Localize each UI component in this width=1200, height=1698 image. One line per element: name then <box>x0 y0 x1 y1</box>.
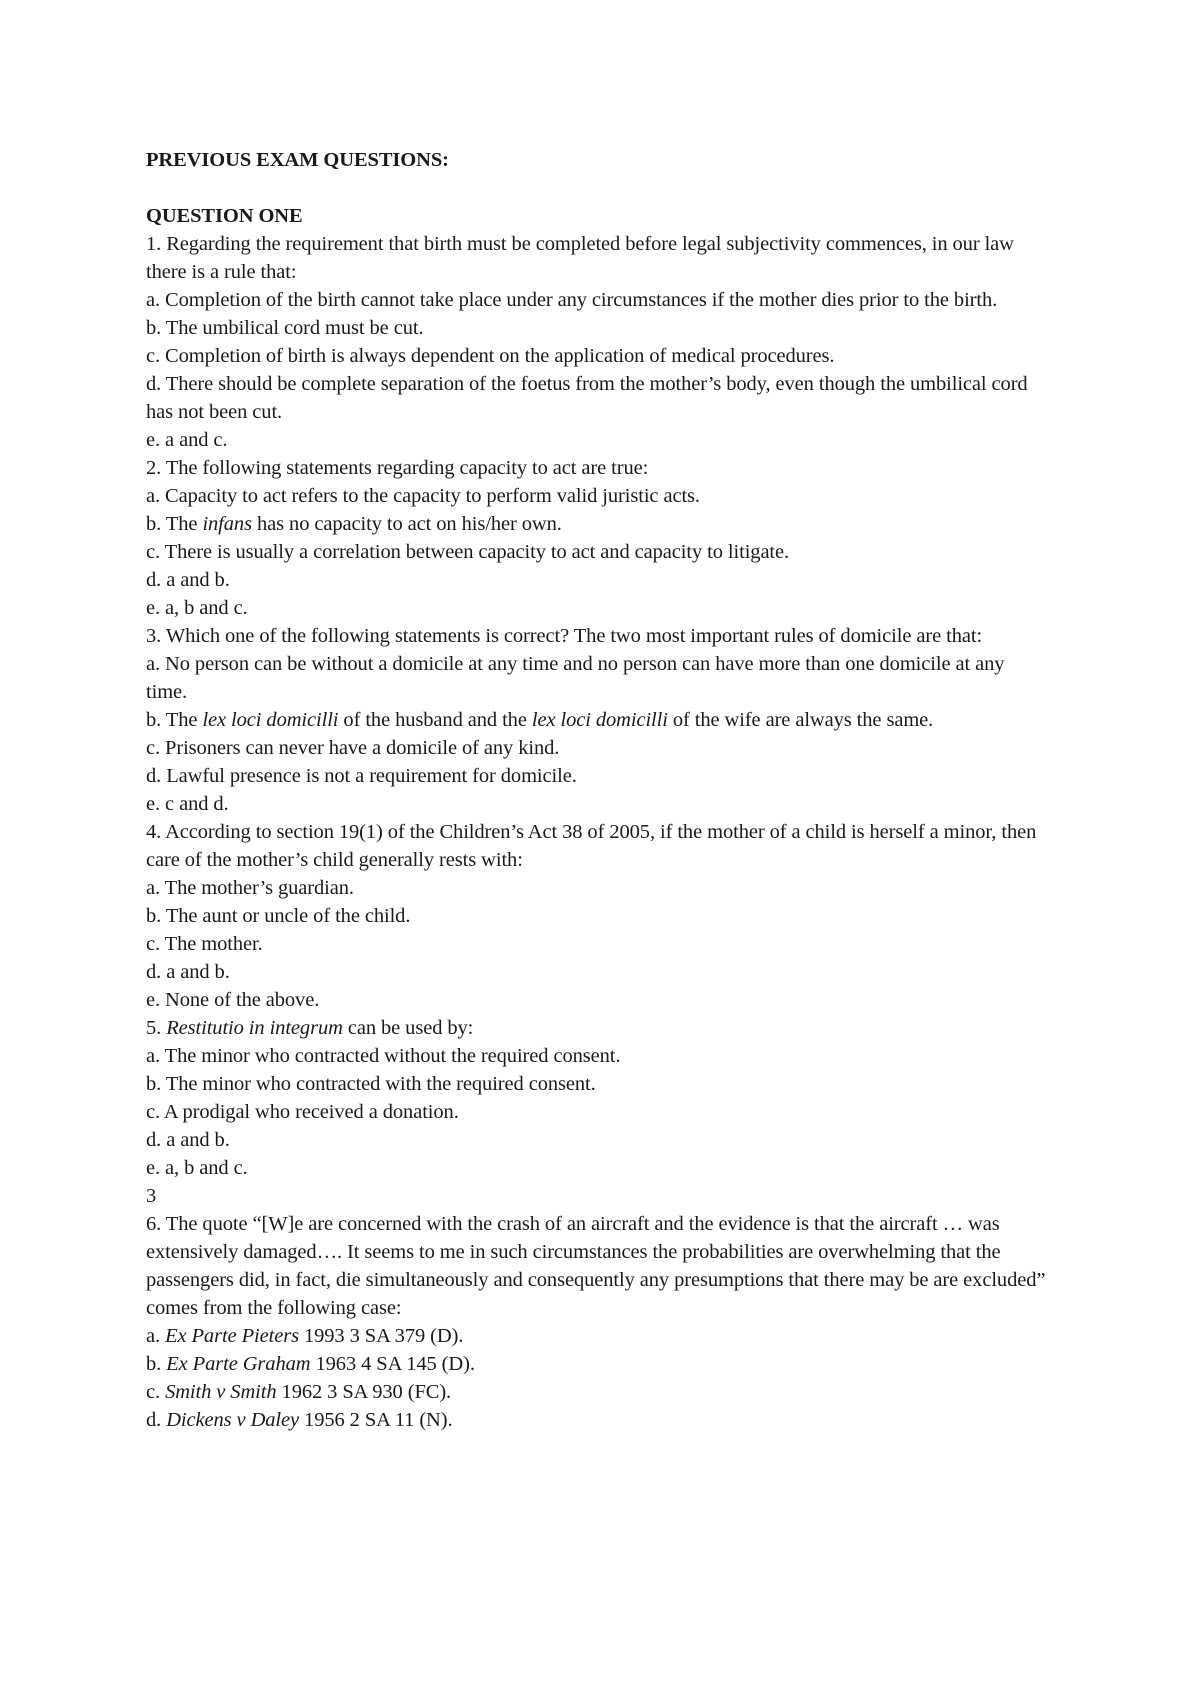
document-body <box>146 146 1046 1434</box>
text-segment: 1963 4 SA 145 (D). <box>310 1353 475 1375</box>
text-line: a. Capacity to act refers to the capacity to perform valid juristic acts. <box>146 485 700 507</box>
text-line: b. The minor who contracted with the required consent. <box>146 1073 596 1095</box>
italic-term: Ex Parte Pieters <box>165 1325 299 1347</box>
text-segment: 5. <box>146 1017 167 1039</box>
italic-term: infans <box>202 513 252 535</box>
text-line: d. There should be complete separation of the foetus from the mother’s body, even though the umbilical cord has not been cut. <box>146 373 1028 423</box>
italic-term: Smith v Smith <box>165 1381 277 1403</box>
text-line: a. No person can be without a domicile at any time and no person can have more than one domicile at any time. <box>146 653 1005 703</box>
text-line: 6. The quote “[W]e are concerned with the crash of an aircraft and the evidence is that the aircraft … was extensively damaged…. It seems to me in such circumstances the probabilities are overwhelming that the passengers did, in fact, die simultaneously and consequently any presumptions that there may be are excluded” comes from the following case: <box>146 1213 1046 1319</box>
text-line: c. There is usually a correlation between capacity to act and capacity to litigate. <box>146 541 790 563</box>
text-line: b. The aunt or uncle of the child. <box>146 905 411 927</box>
text-segment: b. The <box>146 709 203 731</box>
text-line: c. Prisoners can never have a domicile of any kind. <box>146 737 560 759</box>
text-line <box>146 1378 1046 1406</box>
text-line <box>146 706 1046 734</box>
text-line: e. None of the above. <box>146 989 320 1011</box>
text-segment: has no capacity to act on his/her own. <box>251 513 562 535</box>
text-line: a. The minor who contracted without the required consent. <box>146 1045 621 1067</box>
italic-term: Dickens v Daley <box>166 1409 300 1431</box>
text-line: a. The mother’s guardian. <box>146 877 354 899</box>
text-line <box>146 1322 1046 1350</box>
text-line: b. The umbilical cord must be cut. <box>146 317 424 339</box>
text-line: 4. According to section 19(1) of the Children’s Act 38 of 2005, if the mother of a child is herself a minor, then care of the mother’s child generally rests with: <box>146 821 1037 871</box>
text-line: 1. Regarding the requirement that birth must be completed before legal subjectivity commences, in our law there is a rule that: <box>146 233 1014 283</box>
text-line: c. Completion of birth is always dependent on the application of medical procedures. <box>146 345 835 367</box>
text-segment: b. <box>146 1353 167 1375</box>
question-list <box>146 230 1046 1434</box>
text-line: a. Completion of the birth cannot take place under any circumstances if the mother dies prior to the birth. <box>146 289 998 311</box>
text-line <box>146 1350 1046 1378</box>
text-segment: 1993 3 SA 379 (D). <box>298 1325 464 1347</box>
text-line <box>146 1406 1046 1434</box>
text-segment: c. <box>146 1381 166 1403</box>
text-segment: d. <box>146 1409 167 1431</box>
page-title: PREVIOUS EXAM QUESTIONS: <box>146 149 449 171</box>
text-line: d. a and b. <box>146 961 230 983</box>
text-line: 2. The following statements regarding capacity to act are true: <box>146 457 649 479</box>
text-line: e. c and d. <box>146 793 229 815</box>
text-segment: of the wife are always the same. <box>667 709 934 731</box>
text-line <box>146 1014 1046 1042</box>
text-segment: can be used by: <box>342 1017 474 1039</box>
section-title: QUESTION ONE <box>146 205 303 227</box>
italic-term: Ex Parte Graham <box>166 1353 311 1375</box>
text-line: 3 <box>146 1185 157 1207</box>
spacer <box>146 174 1046 202</box>
text-segment: 1956 2 SA 11 (N). <box>299 1409 453 1431</box>
italic-term: Restitutio in integrum <box>166 1017 343 1039</box>
italic-term: lex loci domicilli <box>531 709 668 731</box>
text-line: c. The mother. <box>146 933 263 955</box>
text-segment: 1962 3 SA 930 (FC). <box>276 1381 452 1403</box>
text-line: d. a and b. <box>146 569 230 591</box>
text-line: 3. Which one of the following statements is correct? The two most important rules of domicile are that: <box>146 625 983 647</box>
text-line: d. a and b. <box>146 1129 230 1151</box>
text-segment: b. The <box>146 513 203 535</box>
text-segment: a. <box>146 1325 166 1347</box>
text-line: e. a, b and c. <box>146 597 248 619</box>
text-line: c. A prodigal who received a donation. <box>146 1101 459 1123</box>
text-line <box>146 510 1046 538</box>
italic-term: lex loci domicilli <box>202 709 339 731</box>
text-line: d. Lawful presence is not a requirement for domicile. <box>146 765 577 787</box>
text-line: e. a and c. <box>146 429 228 451</box>
text-line: e. a, b and c. <box>146 1157 248 1179</box>
text-segment: of the husband and the <box>338 709 532 731</box>
